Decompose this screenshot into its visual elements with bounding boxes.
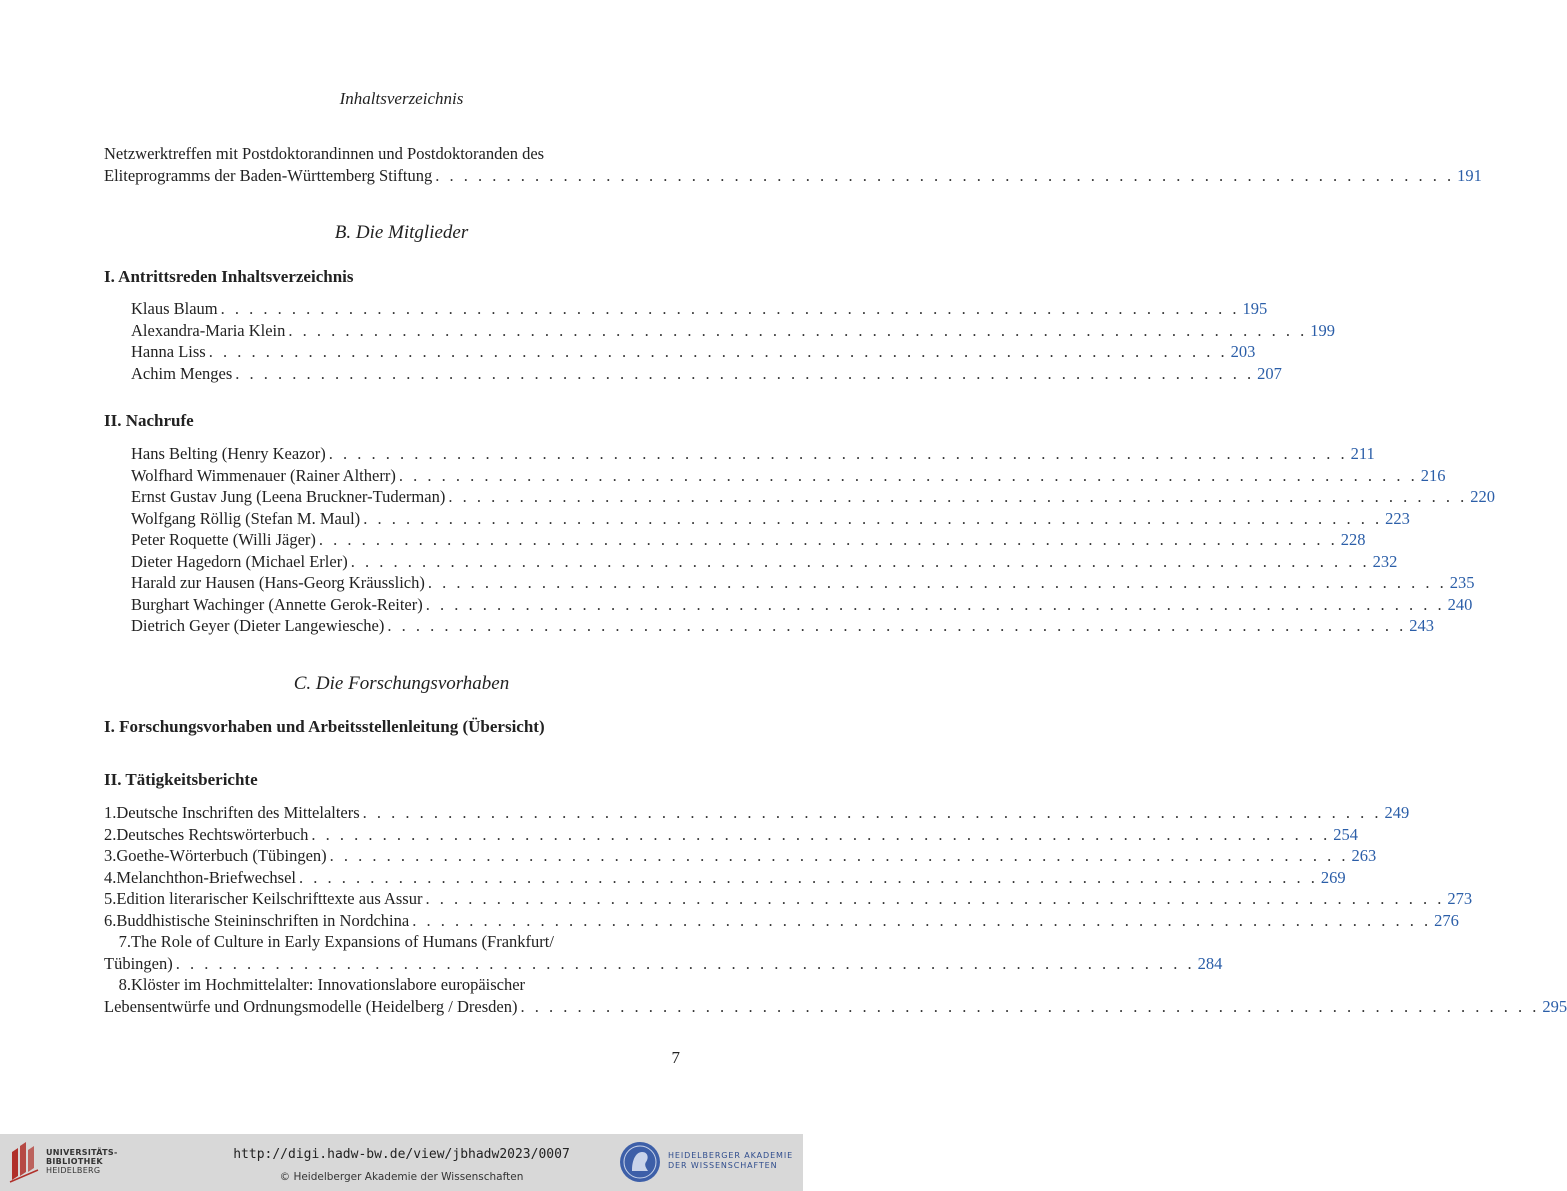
- subhead-taetigkeitsberichte: II. Tätigkeitsberichte: [104, 770, 258, 789]
- toc-entry: Harald zur Hausen (Hans-Georg Kräusslich) . . . . . . . . . . . . . . . . . . . . . . . . . . . . . . . . . . . . . . . . . . . . . . . . . . . . . . . . . . . . . . . . . . . . . . . . 235: [131, 573, 1475, 592]
- toc-list-nachrufe: [131, 443, 1495, 637]
- toc-list-taetigkeitsberichte: [104, 802, 1567, 1017]
- leader-dots: . . . . . . . . . . . . . . . . . . . . . . . . . . . . . . . . . . . . . . . . . . . . . . . . . . . . . . . . . . . . . . . . . . . . . . . .: [362, 803, 1382, 822]
- section-title-b: B. Die Mitglieder: [334, 222, 469, 243]
- toc-entry: Wolfgang Röllig (Stefan M. Maul) . . . . . . . . . . . . . . . . . . . . . . . . . . . . . . . . . . . . . . . . . . . . . . . . . . . . . . . . . . . . . . . . . . . . . . . . 223: [131, 508, 1410, 528]
- page-link[interactable]: 249: [1384, 803, 1410, 822]
- toc-entry-netzwerktreffen: [104, 143, 1482, 186]
- page-link[interactable]: 207: [1257, 363, 1282, 383]
- page-link[interactable]: 191: [1457, 165, 1482, 185]
- page-link[interactable]: 263: [1351, 846, 1377, 865]
- footer-bar: [0, 1134, 803, 1191]
- page-link[interactable]: 273: [1447, 889, 1473, 908]
- leader-dots: . . . . . . . . . . . . . . . . . . . . . . . . . . . . . . . . . . . . . . . . . . . . . . . . . . . . . . . . . . . . . . . . . . . . . . . .: [311, 824, 1331, 844]
- leader-dots: . . . . . . . . . . . . . . . . . . . . . . . . . . . . . . . . . . . . . . . . . . . . . . . . . . . . . . . . . . . . . . . . . . . . . . . .: [208, 342, 1228, 361]
- toc-entry-7-line1: 7. The Role of Culture in Early Expansions of Humans (Frankfurt/: [118, 932, 554, 951]
- toc-entry: Hans Belting (Henry Keazor) . . . . . . . . . . . . . . . . . . . . . . . . . . . . . . . . . . . . . . . . . . . . . . . . . . . . . . . . . . . . . . . . . . . . . . . . 211: [131, 444, 1375, 463]
- toc-entry-8-line2: Lebensentwürfe und Ordnungsmodelle (Heidelberg / Dresden) . . . . . . . . . . . . . . . . . . . . . . . . . . . . . . . . . . . . . . . . . . . . . . . . . . . . . . . . . . . . . . . . . . . . . . . . 295: [104, 996, 1567, 1016]
- subhead-nachrufe: II. Nachrufe: [104, 411, 194, 430]
- page-link[interactable]: 199: [1310, 320, 1336, 340]
- page-link[interactable]: 220: [1470, 487, 1495, 506]
- leader-dots: . . . . . . . . . . . . . . . . . . . . . . . . . . . . . . . . . . . . . . . . . . . . . . . . . . . . . . . . . . . . . . . . . . . . . . . .: [520, 996, 1540, 1016]
- leader-dots: . . . . . . . . . . . . . . . . . . . . . . . . . . . . . . . . . . . . . . . . . . . . . . . . . . . . . . . . . . . . . . . . . . . . . . . .: [288, 320, 1308, 340]
- page-link[interactable]: 232: [1372, 551, 1398, 571]
- document-url-link[interactable]: http://digi.hadw-bw.de/view/jbhadw2023/0007: [233, 1147, 570, 1162]
- running-head: Inhaltsverzeichnis: [339, 89, 464, 108]
- page-link[interactable]: 284: [1197, 953, 1223, 973]
- university-library-name: UNIVERSITÄTS- BIBLIOTHEK HEIDELBERG: [46, 1148, 118, 1175]
- leader-dots: . . . . . . . . . . . . . . . . . . . . . . . . . . . . . . . . . . . . . . . . . . . . . . . . . . . . . . . . . . . . . . . . . . . . . . . .: [220, 299, 1240, 318]
- toc-entry-8-line1: 8. Klöster im Hochmittelalter: Innovationslabore europäischer: [118, 975, 526, 994]
- page-link[interactable]: 228: [1340, 530, 1366, 549]
- copyright-notice: © Heidelberger Akademie der Wissenschaften: [279, 1171, 524, 1183]
- subhead-antrittsreden: I. Antrittsreden Inhaltsverzeichnis: [104, 267, 354, 286]
- toc-entry: Alexandra-Maria Klein . . . . . . . . . . . . . . . . . . . . . . . . . . . . . . . . . . . . . . . . . . . . . . . . . . . . . . . . . . . . . . . . . . . . . . . . 199: [131, 320, 1336, 340]
- leader-dots: . . . . . . . . . . . . . . . . . . . . . . . . . . . . . . . . . . . . . . . . . . . . . . . . . . . . . . . . . . . . . . . . . . . . . . . .: [398, 465, 1418, 485]
- toc-entry: 5. Edition literarischer Keilschrifttexte aus Assur . . . . . . . . . . . . . . . . . . . . . . . . . . . . . . . . . . . . . . . . . . . . . . . . . . . . . . . . . . . . . . . . . . . . . . . . 273: [104, 889, 1473, 908]
- toc-entry: Hanna Liss . . . . . . . . . . . . . . . . . . . . . . . . . . . . . . . . . . . . . . . . . . . . . . . . . . . . . . . . . . . . . . . . . . . . . . . . 203: [131, 342, 1256, 361]
- academy-seal-icon[interactable]: [618, 1140, 662, 1184]
- leader-dots: . . . . . . . . . . . . . . . . . . . . . . . . . . . . . . . . . . . . . . . . . . . . . . . . . . . . . . . . . . . . . . . . . . . . . . . .: [328, 444, 1348, 463]
- toc-entry: 2. Deutsches Rechtswörterbuch . . . . . . . . . . . . . . . . . . . . . . . . . . . . . . . . . . . . . . . . . . . . . . . . . . . . . . . . . . . . . . . . . . . . . . . . 254: [104, 824, 1358, 844]
- toc-entry: Burghart Wachinger (Annette Gerok-Reiter) . . . . . . . . . . . . . . . . . . . . . . . . . . . . . . . . . . . . . . . . . . . . . . . . . . . . . . . . . . . . . . . . . . . . . . . . 240: [131, 594, 1473, 614]
- toc-entry-7-line2: Tübingen) . . . . . . . . . . . . . . . . . . . . . . . . . . . . . . . . . . . . . . . . . . . . . . . . . . . . . . . . . . . . . . . . . . . . . . . . 284: [104, 953, 1223, 973]
- page-link[interactable]: 203: [1230, 342, 1256, 361]
- toc-entry: Dietrich Geyer (Dieter Langewiesche) . . . . . . . . . . . . . . . . . . . . . . . . . . . . . . . . . . . . . . . . . . . . . . . . . . . . . . . . . . . . . . . . . . . . . . . . 243: [131, 616, 1434, 635]
- leader-dots: . . . . . . . . . . . . . . . . . . . . . . . . . . . . . . . . . . . . . . . . . . . . . . . . . . . . . . . . . . . . . . . . . . . . . . . .: [235, 363, 1255, 383]
- page-link[interactable]: 216: [1420, 465, 1446, 485]
- page-number: 7: [671, 1048, 680, 1067]
- toc-entry: Achim Menges . . . . . . . . . . . . . . . . . . . . . . . . . . . . . . . . . . . . . . . . . . . . . . . . . . . . . . . . . . . . . . . . . . . . . . . . 207: [131, 363, 1282, 383]
- leader-dots: . . . . . . . . . . . . . . . . . . . . . . . . . . . . . . . . . . . . . . . . . . . . . . . . . . . . . . . . . . . . . . . . . . . . . . . .: [318, 530, 1338, 549]
- page-link[interactable]: 211: [1350, 444, 1375, 463]
- entry-text-line1: Netzwerktreffen mit Postdoktorandinnen und Postdoktoranden des: [104, 144, 545, 163]
- leader-dots: . . . . . . . . . . . . . . . . . . . . . . . . . . . . . . . . . . . . . . . . . . . . . . . . . . . . . . . . . . . . . . . . . . . . . . . .: [363, 508, 1383, 528]
- toc-entry: 6. Buddhistische Steininschriften in Nordchina . . . . . . . . . . . . . . . . . . . . . . . . . . . . . . . . . . . . . . . . . . . . . . . . . . . . . . . . . . . . . . . . . . . . . . . . 276: [104, 910, 1459, 930]
- subhead-forschungsvorhaben: I. Forschungsvorhaben und Arbeitsstellenleitung (Übersicht): [104, 717, 545, 736]
- section-title-c: C. Die Forschungsvorhaben: [293, 673, 510, 694]
- page-link[interactable]: 269: [1320, 867, 1346, 887]
- toc-entry: Ernst Gustav Jung (Leena Bruckner-Tuderman) . . . . . . . . . . . . . . . . . . . . . . . . . . . . . . . . . . . . . . . . . . . . . . . . . . . . . . . . . . . . . . . . . . . . . . . . 220: [131, 487, 1495, 506]
- toc-entry: Dieter Hagedorn (Michael Erler) . . . . . . . . . . . . . . . . . . . . . . . . . . . . . . . . . . . . . . . . . . . . . . . . . . . . . . . . . . . . . . . . . . . . . . . . 232: [131, 551, 1398, 571]
- leader-dots: . . . . . . . . . . . . . . . . . . . . . . . . . . . . . . . . . . . . . . . . . . . . . . . . . . . . . . . . . . . . . . . . . . . . . . . .: [175, 953, 1195, 973]
- toc-entry: 1. Deutsche Inschriften des Mittelalters . . . . . . . . . . . . . . . . . . . . . . . . . . . . . . . . . . . . . . . . . . . . . . . . . . . . . . . . . . . . . . . . . . . . . . . . 249: [104, 803, 1410, 822]
- entry-text-line2: Eliteprogramms der Baden-Württemberg Stiftung: [104, 165, 433, 185]
- toc-list-antrittsreden: [131, 298, 1336, 384]
- toc-entry: Wolfhard Wimmenauer (Rainer Altherr) . . . . . . . . . . . . . . . . . . . . . . . . . . . . . . . . . . . . . . . . . . . . . . . . . . . . . . . . . . . . . . . . . . . . . . . . 216: [131, 465, 1446, 485]
- leader-dots: . . . . . . . . . . . . . . . . . . . . . . . . . . . . . . . . . . . . . . . . . . . . . . . . . . . . . . . . . . . . . . . . . . . . . . . .: [412, 910, 1432, 930]
- leader-dots: . . . . . . . . . . . . . . . . . . . . . . . . . . . . . . . . . . . . . . . . . . . . . . . . . . . . . . . . . . . . . . . . . . . . . . . .: [425, 594, 1445, 614]
- page-link[interactable]: 240: [1447, 594, 1473, 614]
- page-link[interactable]: 235: [1449, 573, 1475, 592]
- leader-dots: . . . . . . . . . . . . . . . . . . . . . . . . . . . . . . . . . . . . . . . . . . . . . . . . . . . . . . . . . . . . . . . . . . . . . . . .: [350, 551, 1370, 571]
- page-link[interactable]: 223: [1385, 508, 1410, 528]
- leader-dots: . . . . . . . . . . . . . . . . . . . . . . . . . . . . . . . . . . . . . . . . . . . . . . . . . . . . . . . . . . . . . . . . . . . . . . . .: [448, 487, 1468, 506]
- toc-entry: 3. Goethe-Wörterbuch (Tübingen) . . . . . . . . . . . . . . . . . . . . . . . . . . . . . . . . . . . . . . . . . . . . . . . . . . . . . . . . . . . . . . . . . . . . . . . . 263: [104, 846, 1377, 865]
- page-link[interactable]: 243: [1409, 616, 1434, 635]
- toc-entry: Klaus Blaum . . . . . . . . . . . . . . . . . . . . . . . . . . . . . . . . . . . . . . . . . . . . . . . . . . . . . . . . . . . . . . . . . . . . . . . . 195: [131, 299, 1268, 318]
- page-link[interactable]: 295: [1542, 996, 1567, 1016]
- page-link[interactable]: 195: [1242, 299, 1268, 318]
- leader-dots: . . . . . . . . . . . . . . . . . . . . . . . . . . . . . . . . . . . . . . . . . . . . . . . . . . . . . . . . . . . . . . . . . . . . . . . .: [329, 846, 1349, 865]
- page-link[interactable]: 254: [1333, 824, 1358, 844]
- leader-dots: . . . . . . . . . . . . . . . . . . . . . . . . . . . . . . . . . . . . . . . . . . . . . . . . . . . . . . . . . . . . . . . . . . . . . . . .: [387, 616, 1407, 635]
- toc-entry: 4. Melanchthon-Briefwechsel . . . . . . . . . . . . . . . . . . . . . . . . . . . . . . . . . . . . . . . . . . . . . . . . . . . . . . . . . . . . . . . . . . . . . . . . 269: [104, 867, 1346, 887]
- leader-dots: . . . . . . . . . . . . . . . . . . . . . . . . . . . . . . . . . . . . . . . . . . . . . . . . . . . . . . . . . . . . . . . . . . . . . . . .: [435, 165, 1455, 185]
- leader-dots: . . . . . . . . . . . . . . . . . . . . . . . . . . . . . . . . . . . . . . . . . . . . . . . . . . . . . . . . . . . . . . . . . . . . . . . .: [298, 867, 1318, 887]
- leader-dots: . . . . . . . . . . . . . . . . . . . . . . . . . . . . . . . . . . . . . . . . . . . . . . . . . . . . . . . . . . . . . . . . . . . . . . . .: [427, 573, 1447, 592]
- page-link[interactable]: 276: [1434, 910, 1459, 930]
- leader-dots: . . . . . . . . . . . . . . . . . . . . . . . . . . . . . . . . . . . . . . . . . . . . . . . . . . . . . . . . . . . . . . . . . . . . . . . .: [425, 889, 1445, 908]
- academy-name: HEIDELBERGER AKADEMIE DER WISSENSCHAFTEN: [668, 1151, 794, 1170]
- toc-entry: Peter Roquette (Willi Jäger) . . . . . . . . . . . . . . . . . . . . . . . . . . . . . . . . . . . . . . . . . . . . . . . . . . . . . . . . . . . . . . . . . . . . . . . . 228: [131, 530, 1366, 549]
